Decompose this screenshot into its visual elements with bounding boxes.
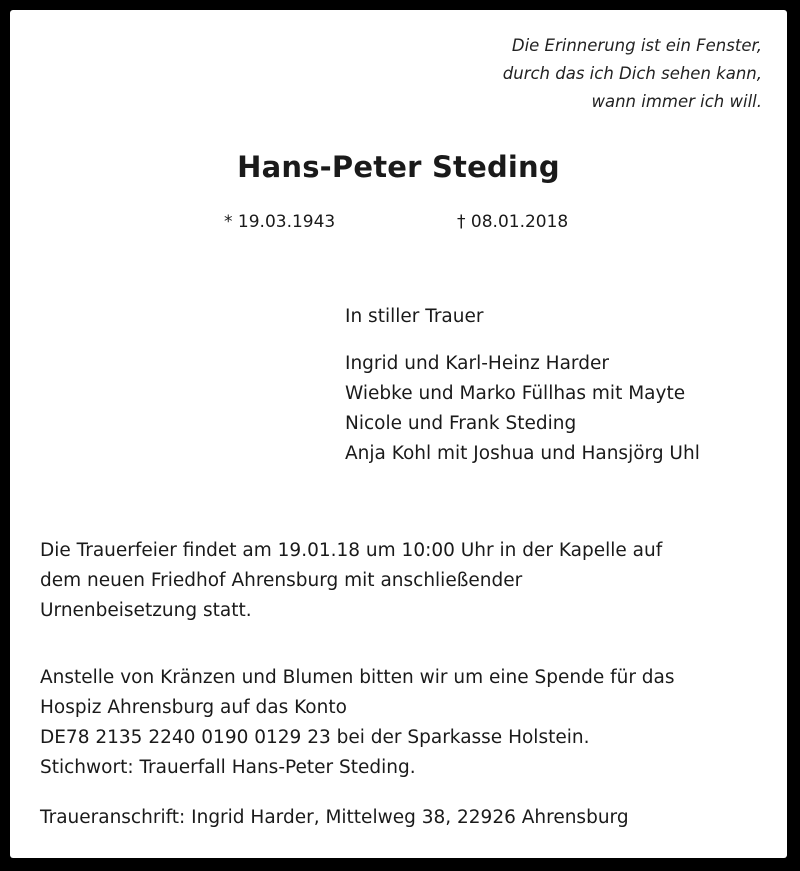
obituary-card bbox=[10, 10, 787, 858]
funeral-info bbox=[40, 536, 662, 626]
mourner-entry: Wiebke und Marko Füllhas mit Mayte bbox=[345, 383, 686, 404]
mourning-heading: In stiller Trauer bbox=[345, 306, 484, 327]
donation-line: Stichwort: Trauerfall Hans-Peter Steding. bbox=[40, 757, 416, 778]
donation-line: DE78 2135 2240 0190 0129 23 bei der Sparkasse Holstein. bbox=[40, 727, 590, 748]
death-date: † 08.01.2018 bbox=[457, 212, 569, 232]
mourner-entry: Nicole und Frank Steding bbox=[345, 413, 577, 434]
mourner-entry: Ingrid und Karl-Heinz Harder bbox=[345, 353, 609, 374]
donation-line: Anstelle von Kränzen und Blumen bitten wir um eine Spende für das bbox=[40, 667, 675, 688]
donation-line: Hospiz Ahrensburg auf das Konto bbox=[40, 697, 347, 718]
mourners-list bbox=[345, 349, 700, 469]
birth-date: * 19.03.1943 bbox=[224, 212, 336, 232]
address-line: Traueranschrift: Ingrid Harder, Mittelweg 38, 22926 Ahrensburg bbox=[40, 807, 629, 828]
memorial-quote bbox=[503, 32, 762, 116]
mourner-entry: Anja Kohl mit Joshua und Hansjörg Uhl bbox=[345, 443, 700, 464]
quote-line: durch das ich Dich sehen kann, bbox=[502, 64, 762, 83]
donation-info bbox=[40, 663, 675, 783]
mourning-address bbox=[40, 803, 629, 833]
quote-line: Die Erinnerung ist ein Fenster, bbox=[511, 36, 762, 55]
deceased-name: Hans-Peter Steding bbox=[237, 150, 560, 184]
funeral-line: Die Trauerfeier findet am 19.01.18 um 10:00 Uhr in der Kapelle auf bbox=[40, 540, 663, 561]
quote-line: wann immer ich will. bbox=[591, 92, 762, 111]
funeral-line: Urnenbeisetzung statt. bbox=[40, 600, 252, 621]
funeral-line: dem neuen Friedhof Ahrensburg mit anschließender bbox=[40, 570, 523, 591]
